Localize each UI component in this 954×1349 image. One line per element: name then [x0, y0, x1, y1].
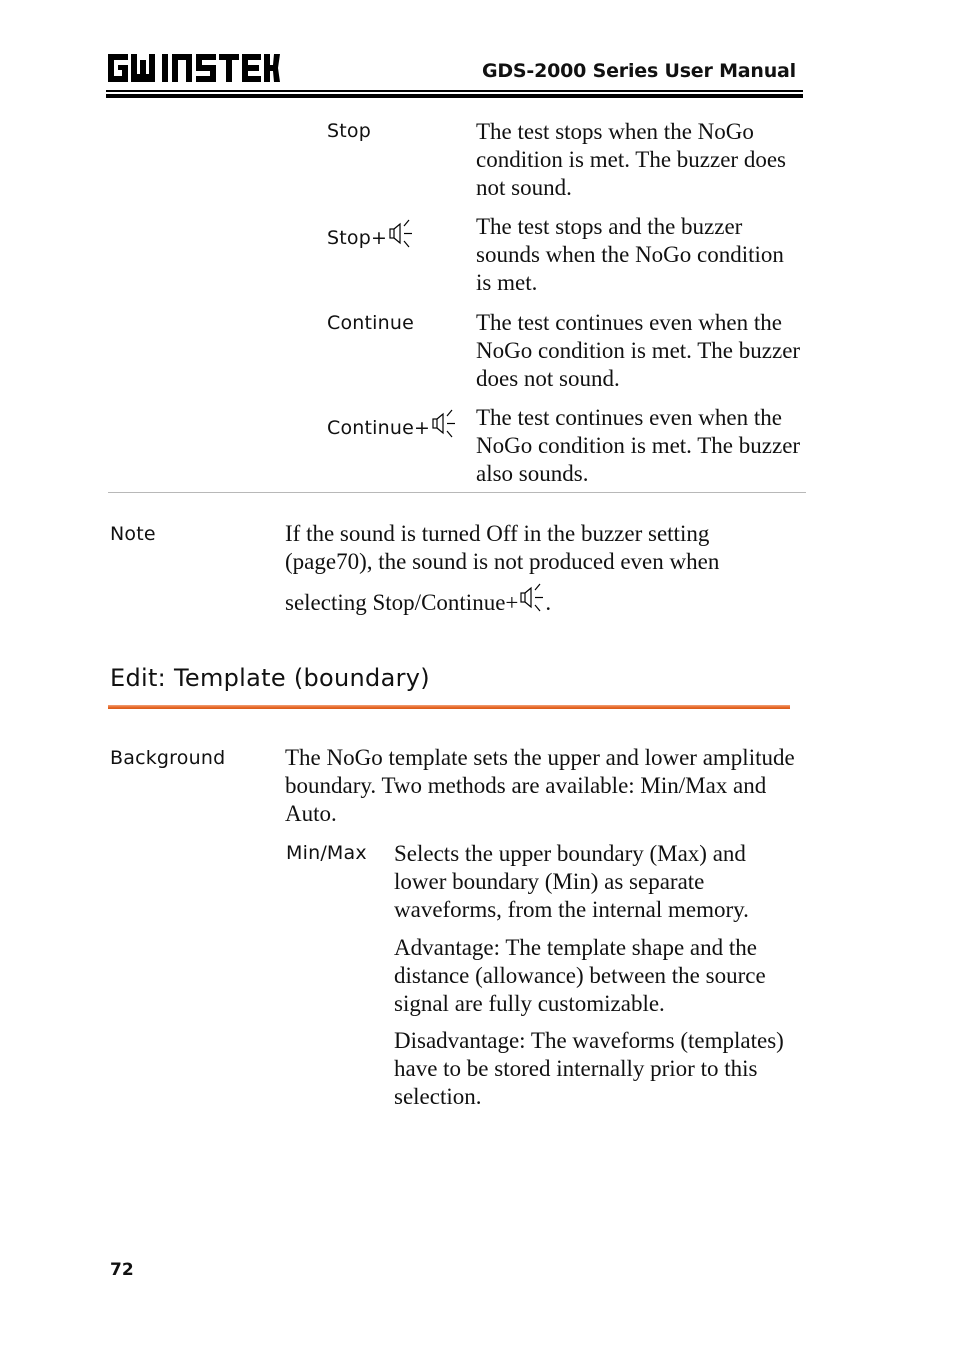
- row-stop-label: Stop: [327, 120, 371, 142]
- section-title: Edit: Template (boundary): [110, 664, 430, 692]
- minmax-label: Min/Max: [286, 842, 367, 864]
- row-stop-description: The test stops when the NoGo condition is met. The buzzer does not sound.: [476, 119, 786, 200]
- minmax-paragraph-3: Disadvantage: The waveforms (templates) have to be stored internally prior to this selection.: [394, 1028, 784, 1109]
- manual-title: GDS-2000 Series User Manual: [481, 60, 796, 82]
- note-label: Note: [110, 523, 156, 545]
- row-continue-plus-text: Continue+: [327, 417, 431, 439]
- speaker-icon: [519, 578, 545, 614]
- row-continue-label: Continue: [327, 312, 415, 334]
- minmax-paragraph-2: Advantage: The template shape and the distance (allowance) between the source signal are fully customizable.: [394, 935, 766, 1016]
- row-stop-plus-text: Stop+: [327, 227, 388, 249]
- header-rule-thick: [106, 94, 803, 98]
- gw-instek-logo: [108, 54, 280, 82]
- row-continue-plus-label: [327, 405, 457, 439]
- background-label: Background: [110, 747, 226, 769]
- note-text: [285, 520, 795, 617]
- row-continue-description: The test continues even when the NoGo condition is met. The buzzer does not sound.: [476, 310, 801, 391]
- row-continue-plus-description: The test continues even when the NoGo condition is met. The buzzer also sounds.: [476, 405, 801, 486]
- page-number: 72: [110, 1260, 134, 1280]
- background-text: The NoGo template sets the upper and lower amplitude boundary. Two methods are available: Min/Max and Auto.: [285, 745, 795, 826]
- section-rule: [108, 705, 790, 709]
- speaker-icon: [388, 215, 414, 249]
- note-line-3-text: selecting Stop/Continue+: [285, 590, 519, 615]
- row-stop-plus-label: [327, 215, 414, 249]
- note-line-3-end: .: [545, 590, 552, 615]
- note-line-2: (page70), the sound is not produced even when: [285, 549, 720, 574]
- speaker-icon: [431, 405, 457, 439]
- note-line-1: If the sound is turned Off in the buzzer setting: [285, 521, 710, 546]
- header-rule: [106, 90, 803, 92]
- minmax-paragraph-1: Selects the upper boundary (Max) and lower boundary (Min) as separate waveforms, from the internal memory.: [394, 841, 749, 922]
- row-stop-plus-description: The test stops and the buzzer sounds when the NoGo condition is met.: [476, 214, 784, 295]
- table-divider: [108, 492, 806, 493]
- note-line-3: [285, 578, 795, 617]
